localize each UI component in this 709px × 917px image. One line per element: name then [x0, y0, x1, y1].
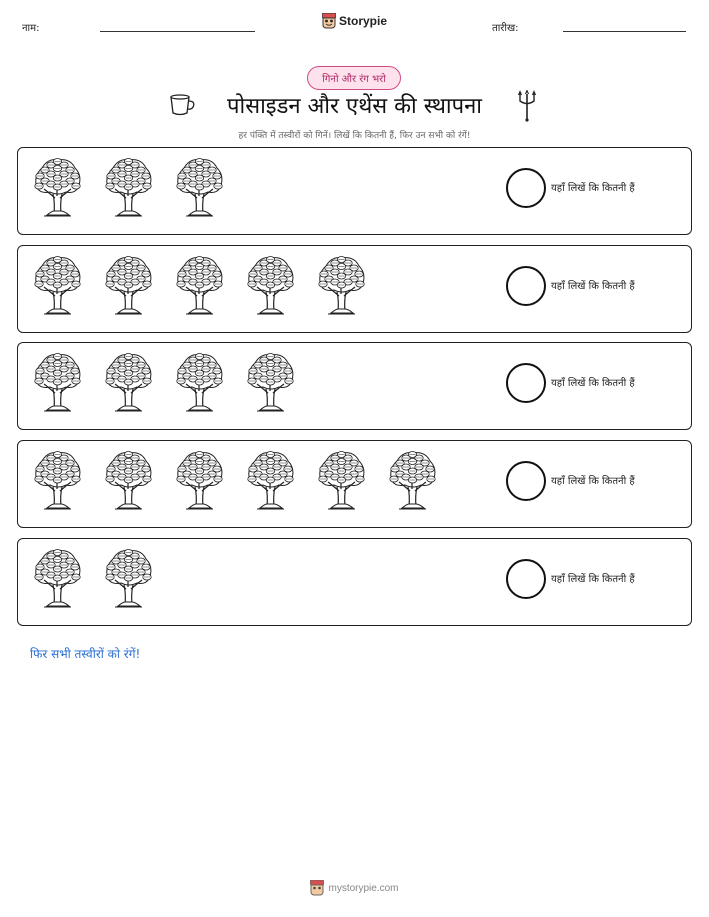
site-url: mystorypie.com — [328, 882, 399, 894]
olive-tree-icon[interactable] — [172, 156, 227, 218]
tree-group — [30, 156, 227, 218]
olive-tree-icon[interactable] — [30, 351, 85, 413]
name-label: नाम: — [22, 23, 40, 34]
tree-group — [30, 547, 156, 609]
trident-icon — [517, 90, 537, 122]
olive-tree-icon[interactable] — [172, 351, 227, 413]
site-footer — [0, 880, 709, 896]
olive-tree-icon[interactable] — [30, 547, 85, 609]
answer-hint: यहाँ लिखें कि कितनी हैं — [551, 378, 635, 389]
title-row — [0, 88, 709, 122]
olive-tree-icon[interactable] — [314, 254, 369, 316]
activity-badge: गिनो और रंग भरो — [307, 66, 401, 90]
olive-tree-icon[interactable] — [314, 449, 369, 511]
count-row-5 — [17, 538, 692, 626]
olive-tree-icon[interactable] — [243, 351, 298, 413]
olive-tree-icon[interactable] — [30, 449, 85, 511]
name-line[interactable] — [100, 31, 255, 32]
olive-tree-icon[interactable] — [30, 254, 85, 316]
answer-hint: यहाँ लिखें कि कितनी हैं — [551, 281, 635, 292]
logo-text: Storypie — [338, 14, 387, 28]
page-title: पोसाइडन और एथेंस की स्थापना — [227, 94, 482, 119]
tree-group — [30, 254, 369, 316]
answer-hint: यहाँ लिखें कि कितनी हैं — [551, 476, 635, 487]
count-row-2 — [17, 245, 692, 333]
answer-circle[interactable] — [506, 363, 546, 403]
olive-tree-icon[interactable] — [385, 449, 440, 511]
answer-hint: यहाँ लिखें कि कितनी हैं — [551, 183, 635, 194]
storypie-logo — [0, 13, 709, 29]
storypie-mascot-icon — [310, 880, 324, 896]
olive-tree-icon[interactable] — [101, 351, 156, 413]
answer-circle[interactable] — [506, 266, 546, 306]
count-row-1 — [17, 147, 692, 235]
olive-tree-icon[interactable] — [101, 156, 156, 218]
instructions: हर पंक्ति में तस्वीरों को गिनें। लिखें कि कितनी हैं, फिर उन सभी को रंगें! — [238, 131, 471, 141]
olive-tree-icon[interactable] — [243, 449, 298, 511]
count-row-3 — [17, 342, 692, 430]
answer-circle[interactable] — [506, 168, 546, 208]
olive-tree-icon[interactable] — [101, 547, 156, 609]
olive-tree-icon[interactable] — [172, 449, 227, 511]
date-label: तारीख: — [492, 23, 519, 34]
count-row-4 — [17, 440, 692, 528]
tree-group — [30, 351, 298, 413]
storypie-mascot-icon — [322, 13, 336, 29]
answer-circle[interactable] — [506, 461, 546, 501]
tree-group — [30, 449, 440, 511]
answer-circle[interactable] — [506, 559, 546, 599]
olive-tree-icon[interactable] — [101, 449, 156, 511]
olive-tree-icon[interactable] — [172, 254, 227, 316]
date-line[interactable] — [563, 31, 686, 32]
olive-tree-icon[interactable] — [243, 254, 298, 316]
olive-tree-icon[interactable] — [30, 156, 85, 218]
olive-tree-icon[interactable] — [101, 254, 156, 316]
answer-hint: यहाँ लिखें कि कितनी हैं — [551, 574, 635, 585]
footer-instruction: फिर सभी तस्वीरों को रंगें! — [30, 647, 141, 661]
